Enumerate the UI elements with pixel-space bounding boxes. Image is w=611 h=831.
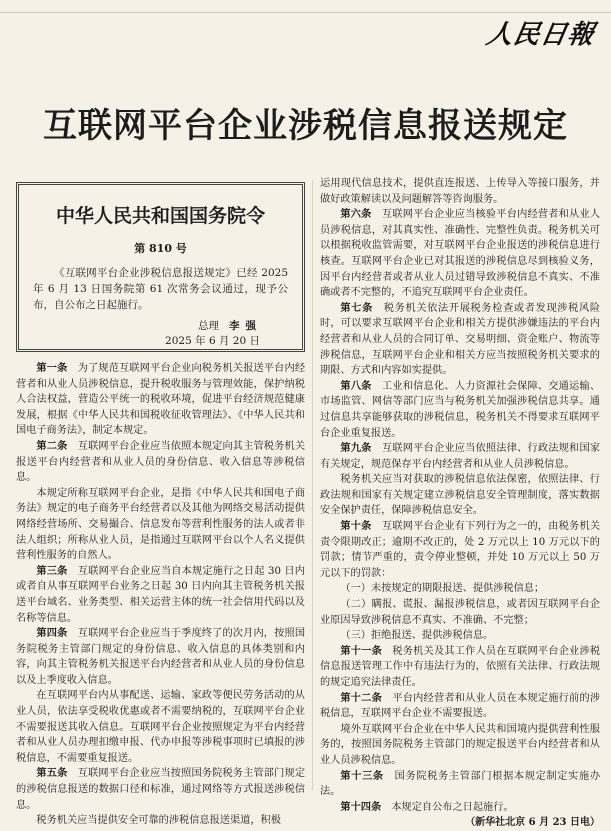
article-paragraph [16,439,305,486]
article-text: 互联网平台企业应当按照国务院税务主管部门规定的涉税信息报送的数据口径和标准，通过网络等方式报送涉税信息。 [16,768,306,811]
article-text: 境外互联网平台企业在中华人民共和国境内提供营利性服务的，按照国务院税务主管部门的规定报送平台内经营者和从业人员涉税信息。 [320,723,600,766]
signer-title: 总理 [197,320,219,332]
article-text: （三）拒绝报送、提供涉税信息。 [340,630,494,642]
article-paragraph [320,441,600,472]
article-text: 本规定所称互联网平台企业，是指《中华人民共和国电子商务法》规定的电子商务平台经营者以及其他为网络交易活动提供网络经营场所、交易撮合、信息发布等营利性服务的法人或者非法人组织；所称从业人员，是指通过互联网平台以个人名义提供营利性服务的自然人。 [16,487,305,562]
article-paragraph [320,176,600,207]
article-paragraph [16,688,305,766]
article-text: 工业和信息化、人力资源社会保障、交通运输、市场监管、网信等部门应当与税务机关加强涉税信息共享。通过信息共享能够获取的涉税信息，税务机关不得要求互联网平台企业重复报送。 [320,380,601,439]
article-paragraph [320,722,600,769]
article-text: 国务院税务主管部门根据本规定制定实施办法。 [320,770,601,798]
article-number: 第十一条 [340,644,382,657]
article-number: 第十三条 [340,769,384,782]
article-paragraph [320,628,600,644]
article-text: 互联网平台企业应当依照本规定向其主管税务机关报送平台内经营者和从业人员的身份信息、收入信息等涉税信息。 [16,440,306,484]
article-number: 第十二条 [340,691,382,704]
decree-number: 第 810 号 [134,242,187,255]
article-column-right [320,176,600,831]
article-text: 税务机关应当对获取的涉税信息依法保密，依照法律、行政法规和国家有关规定建立涉税信息安全管理制度，落实数据安全保护责任，保障涉税信息安全。 [320,474,600,517]
article-text: 为了规范互联网平台企业向税务机关报送平台内经营者和从业人员涉税信息，提升税收服务与管理效能，保护纳税人合法权益，营造公平统一的税收环境，促进平台经济规范健康发展，根据《中华人民共和国税收征收管理法》、《中华人民共和国电子商务法》，制定本规定。 [16,363,306,437]
article-paragraph [320,301,600,379]
article-text: （二）瞒报、谎报、漏报涉税信息，或者因互联网平台企业原因导致涉税信息不真实、不准确、不完整； [320,599,600,626]
article-number: 第八条 [340,379,372,392]
article-paragraph [16,626,305,688]
decree-title: 中华人民共和国国务院令 [55,205,265,227]
decree-body: 《互联网平台企业涉税信息报送规定》已经 2025 年 6 月 13 日国务院第 61 次常务会议通过，现予公布，自公布之日起施行。 [33,267,288,311]
article-text: 运用现代信息技术，提供直连报送、上传导入等接口服务，并做好政策解读以及问题解答等咨询服务。 [320,178,600,205]
article-text: 互联网平台企业应当于季度终了的次月内，按照国务院税务主管部门规定的身份信息、收入信息的具体类别和内容，向其主管税务机关报送平台内经营者和从业人员的身份信息以及上季度收入信息。 [16,628,306,686]
article-text: 本规定自公布之日起施行。 [391,801,514,813]
article-number: 第三条 [36,564,68,577]
article-number: 第四条 [36,627,68,640]
article-text: 税务机关及其工作人员在互联网平台企业涉税信息报送管理工作中有违法行为的，依照有关法律、行政法规的规定追究法律责任。 [320,645,601,688]
decree-date: 2025 年 6 月 20 日 [165,335,260,347]
article-number: 第九条 [340,442,372,455]
article-paragraph [320,769,600,800]
article-text: 互联网平台企业应当核验平台内经营者和从业人员涉税信息，对其真实性、准确性、完整性负责。税务机关可以根据税收监管需要，对互联网平台企业报送的涉税信息进行核查。互联网平台企业已对其报送的涉税信息尽到核验义务，因平台内经营者或者从业人员过错导致涉税信息不真实、不准确或者不完整的，不追究互联网平台企业责任。 [320,209,601,299]
newspaper-logo: 人民日報 [483,20,598,50]
article-paragraph [16,564,305,626]
article-paragraph [16,813,305,829]
article-number: 第六条 [340,208,372,221]
article-text: 互联网平台企业应当自本规定施行之日起 30 日内或者自从事互联网平台业务之日起 30 日内向其主管税务机关报送平台域名、业务类型、相关运营主体的统一社会信用代码以及名称等信息。 [16,565,305,624]
article-paragraph [320,597,600,628]
article-text: 互联网平台企业应当依照法律、行政法规和国家有关规定，规范保存平台内经营者和从业人员涉税信息。 [320,443,601,470]
news-credit: （新华社北京 6 月 23 日电） [465,817,600,829]
decree-box [16,182,305,352]
article-paragraph [320,581,600,597]
article-paragraph [320,644,600,691]
article-paragraph [320,207,600,301]
column-divider [312,180,313,790]
article-paragraph [320,519,600,581]
article-paragraph [16,486,305,564]
article-text: （一）未按规定的期限报送、提供涉税信息； [340,583,545,595]
article-text: 税务机关依法开展税务检查或者发现涉税风险时，可以要求互联网平台企业和相关方提供涉嫌违法的平台内经营者和从业人员的合同订单、交易明细、资金账户、物流等涉税信息，互联网平台企业和相关方应当按照税务机关要求的期限、方式和内容如实提供。 [320,302,601,377]
article-text: 互联网平台企业有下列行为之一的，由税务机关责令限期改正；逾期不改正的，处 2 万元以上 10 万元以下的罚款；情节严重的，责令停业整顿，并处 10 万元以上 50 万元以下的罚款： [320,521,601,579]
article-paragraph [320,472,600,519]
article-number: 第二条 [36,439,68,452]
article-column-left [16,361,305,829]
article-text: 税务机关应当提供安全可靠的涉税信息报送渠道，积极 [36,815,281,827]
article-paragraph [320,691,600,722]
article-paragraph [16,766,305,813]
article-number: 第七条 [340,301,373,314]
article-text: 在互联网平台内从事配送、运输、家政等便民劳务活动的从业人员，依法享受税收优惠或者不需要纳税的，互联网平台企业不需要报送其收入信息。互联网平台企业按照规定为平台内经营者和从业人员办理扣缴申报、代办申报等涉税事项时已填报的涉税信息，不需要重复报送。 [16,690,305,764]
article-paragraph [320,379,600,441]
article-paragraph [320,800,600,816]
page-headline: 互联网平台企业涉税信息报送规定 [43,106,568,146]
article-number: 第一条 [36,362,68,374]
article-number: 第十条 [340,520,372,533]
signer-name: 李强 [229,320,262,332]
article-number: 第五条 [36,767,68,780]
article-number: 第十四条 [340,800,382,813]
masthead-rule [0,12,611,13]
decree-signature [33,319,288,334]
article-text: 平台内经营者和从业人员在本规定施行前的涉税信息，互联网平台企业不需要报送。 [320,692,601,720]
article-paragraph [16,361,305,439]
